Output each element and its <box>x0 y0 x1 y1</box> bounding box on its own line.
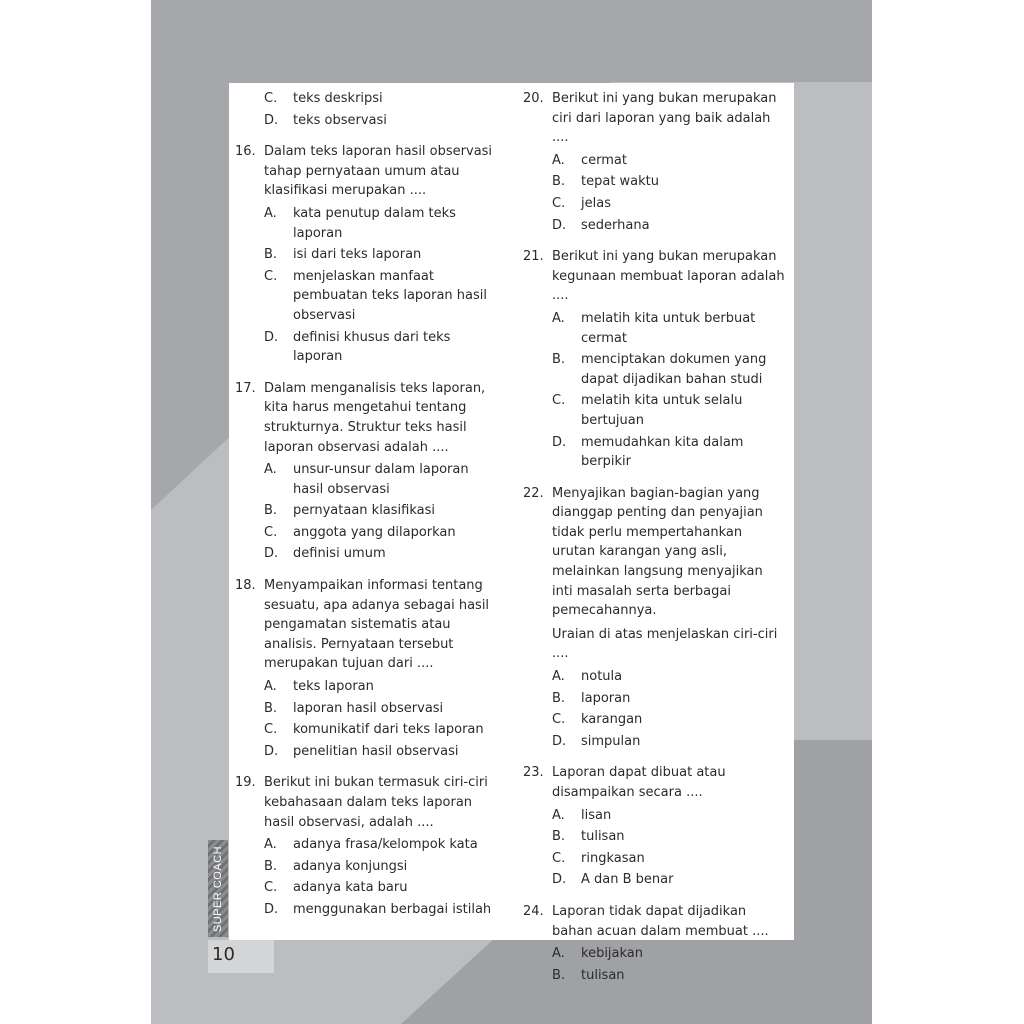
option-letter: A. <box>552 152 565 168</box>
option-letter: B. <box>264 858 278 874</box>
answer-option <box>264 89 497 109</box>
question-block <box>523 247 785 472</box>
option-letter: A. <box>552 946 565 962</box>
page-sheet <box>229 83 794 983</box>
question-block <box>523 763 785 890</box>
sidebar-label: SUPER COACH <box>212 845 224 932</box>
option-letter: B. <box>552 829 566 845</box>
answer-option <box>552 732 785 752</box>
question-number: 22. <box>523 485 544 501</box>
option-letter: D. <box>552 434 567 450</box>
options-list <box>235 460 497 564</box>
option-letter: C. <box>552 712 566 728</box>
answer-option <box>552 172 785 192</box>
question-number: 23. <box>523 765 544 781</box>
answer-option <box>264 720 497 740</box>
option-text: menjelaskan manfaat pembuatan teks laporan hasil observasi <box>293 268 488 323</box>
question-text: Berikut ini yang bukan merupakan ciri dari laporan yang baik adalah .... <box>552 91 777 146</box>
option-text: tepat waktu <box>581 174 660 190</box>
answer-option <box>552 151 785 171</box>
option-letter: B. <box>264 247 278 263</box>
question-number: 16. <box>235 144 256 160</box>
answer-option <box>264 204 497 243</box>
option-letter: B. <box>552 174 566 190</box>
option-text: tulisan <box>581 829 625 845</box>
option-letter: B. <box>264 503 278 519</box>
option-text: anggota yang dilaporkan <box>293 524 456 540</box>
options-list <box>235 677 497 761</box>
answer-option <box>552 870 785 890</box>
option-text: lisan <box>581 807 612 823</box>
question-block <box>235 773 497 919</box>
answer-option <box>264 245 497 265</box>
answer-option <box>552 689 785 709</box>
question <box>523 89 785 148</box>
option-letter: C. <box>264 722 278 738</box>
option-letter: C. <box>552 195 566 211</box>
options-list <box>523 667 785 751</box>
answer-option <box>264 328 497 367</box>
option-letter: D. <box>264 901 279 917</box>
option-letter: B. <box>552 352 566 368</box>
option-text: isi dari teks laporan <box>293 247 422 263</box>
option-text: definisi umum <box>293 546 386 562</box>
answer-option <box>552 433 785 472</box>
option-letter: D. <box>552 872 567 888</box>
options-list <box>523 151 785 235</box>
option-letter: A. <box>264 837 277 853</box>
question <box>235 142 497 201</box>
question-text: Menyampaikan informasi tentang sesuatu, apa adanya sebagai hasil pengamatan sistematis atau analisis. Pernyataan tersebut merupakan tujuan dari .... <box>264 578 490 672</box>
option-letter: A. <box>264 205 277 221</box>
answer-option <box>552 391 785 430</box>
option-text: unsur-unsur dalam laporan hasil observasi <box>293 462 469 497</box>
answer-option <box>264 267 497 326</box>
option-letter: A. <box>264 462 277 478</box>
option-text: laporan <box>581 690 631 706</box>
answer-option <box>552 350 785 389</box>
question-text: Dalam teks laporan hasil observasi tahap pernyataan umum atau klasifikasi merupakan .... <box>264 144 493 199</box>
option-letter: B. <box>264 700 278 716</box>
question-block <box>235 379 497 564</box>
option-letter: D. <box>264 546 279 562</box>
question-text: Dalam menganalisis teks laporan, kita harus mengetahui tentang strukturnya. Struktur teks hasil laporan observasi adalah .... <box>264 380 486 455</box>
options-list <box>523 806 785 890</box>
answer-option <box>264 501 497 521</box>
option-text: melatih kita untuk selalu bertujuan <box>581 393 743 428</box>
answer-option <box>264 742 497 762</box>
option-text: menggunakan berbagai istilah <box>293 901 492 917</box>
answer-option <box>264 900 497 920</box>
option-letter: D. <box>264 112 279 128</box>
option-letter: A. <box>552 310 565 326</box>
option-text: jelas <box>581 195 611 211</box>
question-number: 19. <box>235 775 256 791</box>
option-text: notula <box>581 669 623 685</box>
options-list <box>235 835 497 919</box>
option-letter: C. <box>552 393 566 409</box>
answer-option <box>552 966 785 986</box>
answer-option <box>264 111 497 131</box>
option-letter: D. <box>264 329 279 345</box>
option-text: definisi khusus dari teks laporan <box>293 329 451 365</box>
option-letter: C. <box>264 880 278 896</box>
option-letter: C. <box>264 524 278 540</box>
question-text: Laporan tidak dapat dijadikan bahan acuan dalam membuat .... <box>552 903 769 939</box>
right-column <box>523 89 785 987</box>
question-number: 17. <box>235 380 256 396</box>
option-text: memudahkan kita dalam berpikir <box>581 434 744 470</box>
option-text: cermat <box>581 152 627 168</box>
question-block <box>235 89 497 130</box>
options-list <box>235 89 497 130</box>
question-block <box>235 142 497 367</box>
option-text: adanya kata baru <box>293 880 408 896</box>
option-text: teks observasi <box>293 112 387 128</box>
option-text: simpulan <box>581 733 641 749</box>
question-text: Berikut ini yang bukan merupakan kegunaan membuat laporan adalah .... <box>552 249 785 304</box>
question <box>235 773 497 832</box>
option-text: teks deskripsi <box>293 91 383 106</box>
option-text: melatih kita untuk berbuat cermat <box>581 310 756 346</box>
option-text: sederhana <box>581 217 650 233</box>
option-letter: D. <box>264 743 279 759</box>
question <box>523 247 785 306</box>
options-list <box>235 204 497 367</box>
option-letter: A. <box>552 669 565 685</box>
question-text: Menyajikan bagian-bagian yang dianggap penting dan penyajian tidak perlu mempertahankan urutan karangan yang asli, melainkan langsung menyajikan inti masalah serta berbagai pemecahannya. <box>552 485 763 619</box>
options-list <box>523 309 785 472</box>
answer-option <box>552 710 785 730</box>
answer-option <box>264 544 497 564</box>
question-text: Berikut ini bukan termasuk ciri-ciri kebahasaan dalam teks laporan hasil observasi, adalah .... <box>264 775 488 830</box>
sidebar-label-box <box>208 840 228 937</box>
answer-option <box>264 699 497 719</box>
option-text: teks laporan <box>293 679 374 695</box>
option-text: adanya frasa/kelompok kata <box>293 837 478 853</box>
option-text: pernyataan klasifikasi <box>293 503 435 519</box>
answer-option <box>264 677 497 697</box>
answer-option <box>264 460 497 499</box>
question-number: 24. <box>523 903 544 919</box>
question-number: 20. <box>523 91 544 106</box>
option-text: ringkasan <box>581 850 645 866</box>
question-block <box>523 484 785 752</box>
answer-option <box>552 194 785 214</box>
option-letter: B. <box>552 690 566 706</box>
answer-option <box>264 835 497 855</box>
answer-option <box>552 827 785 847</box>
answer-option <box>264 857 497 877</box>
option-text: karangan <box>581 712 643 728</box>
option-text: tulisan <box>581 967 625 983</box>
question <box>523 902 785 941</box>
option-letter: C. <box>264 268 278 284</box>
option-letter: C. <box>264 91 278 106</box>
answer-option <box>552 216 785 236</box>
question-text: Laporan dapat dibuat atau disampaikan secara .... <box>552 765 726 800</box>
question <box>523 484 785 621</box>
option-letter: C. <box>552 850 566 866</box>
option-text: A dan B benar <box>581 872 674 888</box>
option-text: menciptakan dokumen yang dapat dijadikan bahan studi <box>581 352 767 387</box>
options-list <box>523 944 785 985</box>
option-letter: D. <box>552 733 567 749</box>
option-text: komunikatif dari teks laporan <box>293 722 484 738</box>
answer-option <box>552 309 785 348</box>
answer-option <box>552 944 785 964</box>
question-block <box>235 576 497 761</box>
option-text: kebijakan <box>581 946 644 962</box>
question-number: 18. <box>235 578 256 594</box>
question <box>235 379 497 457</box>
answer-option <box>264 523 497 543</box>
left-column <box>235 89 497 922</box>
option-text: laporan hasil observasi <box>293 700 444 716</box>
option-text: adanya konjungsi <box>293 858 408 874</box>
answer-option <box>552 806 785 826</box>
question-note: Uraian di atas menjelaskan ciri-ciri .... <box>552 626 778 662</box>
option-text: kata penutup dalam teks laporan <box>293 205 456 241</box>
question-block <box>523 89 785 235</box>
page-number: 10 <box>212 944 235 965</box>
option-letter: B. <box>552 967 566 983</box>
option-text: penelitian hasil observasi <box>293 743 459 759</box>
question <box>235 576 497 674</box>
question-block <box>523 902 785 985</box>
question <box>523 763 785 802</box>
option-letter: A. <box>552 807 565 823</box>
answer-option <box>552 849 785 869</box>
option-letter: D. <box>552 217 567 233</box>
answer-option <box>552 667 785 687</box>
answer-option <box>264 878 497 898</box>
question-number: 21. <box>523 249 544 265</box>
option-letter: A. <box>264 679 277 695</box>
